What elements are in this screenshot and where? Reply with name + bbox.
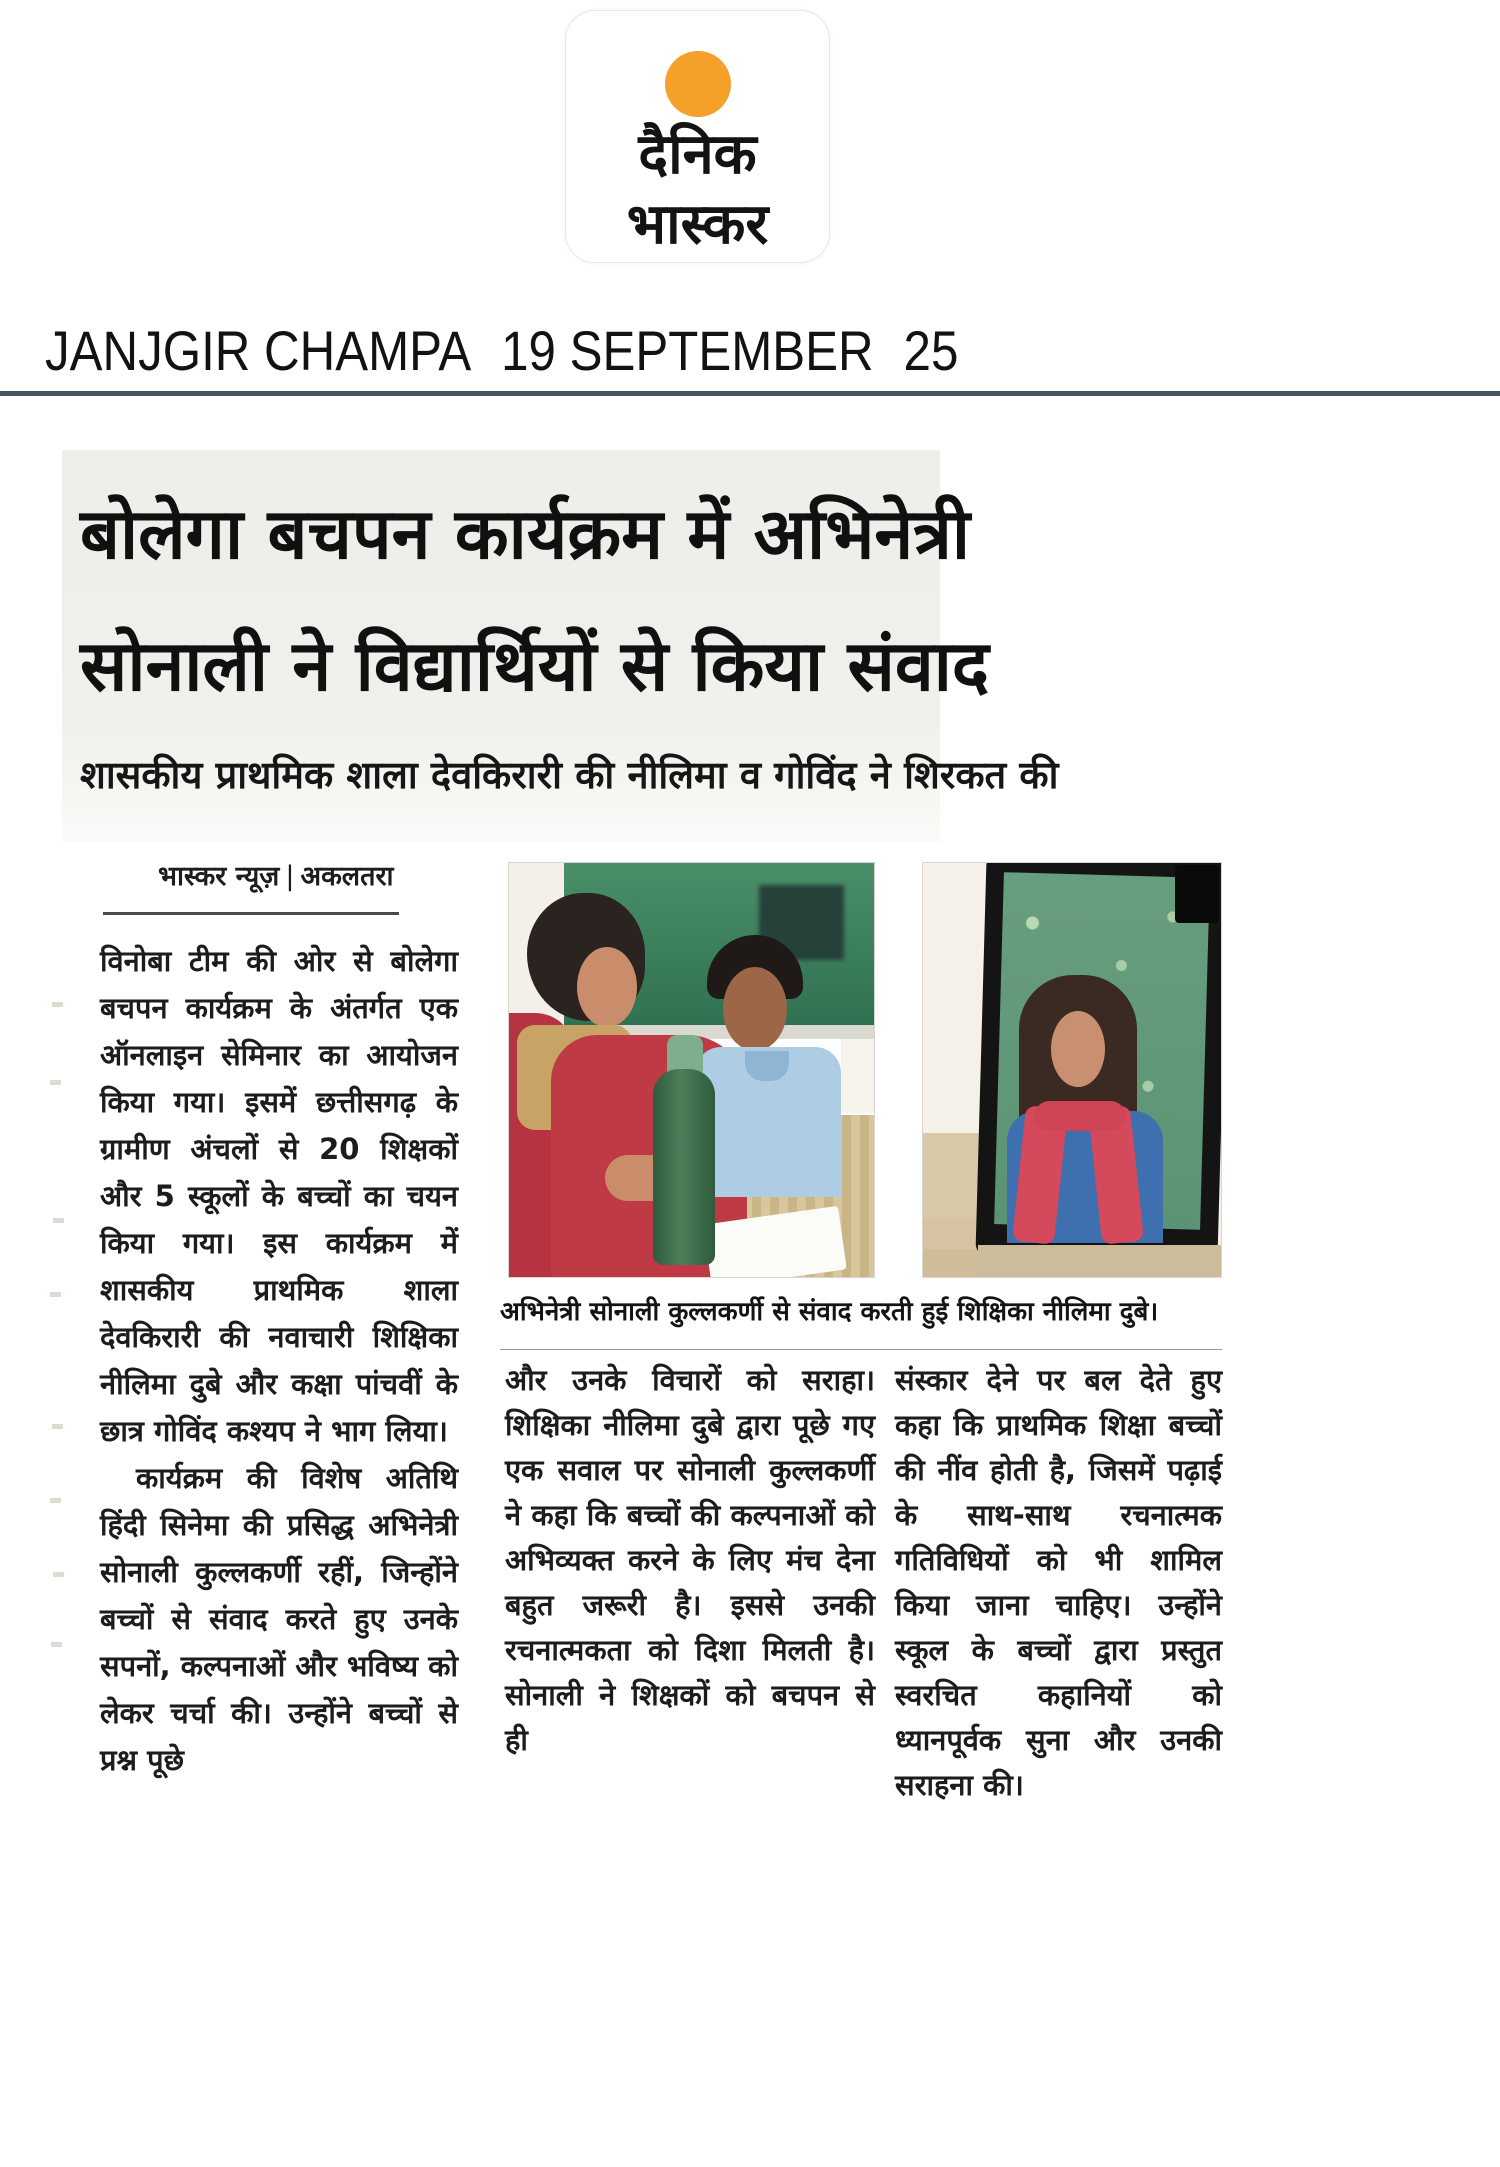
scan-artifact	[53, 1572, 64, 1577]
headline-line1: बोलेगा बचपन कार्यक्रम में अभिनेत्री	[80, 493, 971, 575]
dateline-rule	[0, 391, 1500, 396]
actress-face	[1051, 1011, 1105, 1087]
body-column-3	[895, 1358, 1222, 1808]
scan-artifact	[51, 1642, 62, 1647]
byline-separator: |	[285, 861, 295, 892]
body-column-1	[100, 938, 458, 1784]
byline	[158, 856, 394, 893]
newspaper-logo	[565, 10, 830, 263]
student-face	[723, 967, 787, 1051]
scan-artifact	[52, 1002, 63, 1007]
paragraph: विनोबा टीम की ओर से बोलेगा बचपन कार्यक्रम के अंतर्गत एक ऑनलाइन सेमिनार का आयोजन किया गया। इसमें छत्तीसगढ़ के ग्रामीण अंचलों से 20 शिक्षकों और 5 स्कूलों के बच्चों का चयन किया गया। इस कार्यक्रम में शासकीय प्राथमिक शाला देवकिरारी की नवाचारी शिक्षिका नीलिमा दुबे और कक्षा पांचवीं के छात्र गोविंद कश्यप ने भाग लिया।	[100, 944, 458, 1448]
byline-source: भास्कर न्यूज़	[158, 861, 280, 892]
article-headline	[80, 468, 989, 732]
caption-rule	[500, 1349, 1222, 1350]
paragraph: कार्यक्रम की विशेष अतिथि हिंदी सिनेमा की प्रसिद्ध अभिनेत्री सोनाली कुल्लकर्णी रहीं, जिन्होंने बच्चों से संवाद करते हुए उनके सपनों, कल्पनाओं और भविष्य को लेकर चर्चा की। उन्होंने बच्चों से प्रश्न पूछे	[100, 1461, 458, 1777]
headline-line2: सोनाली ने विद्यार्थियों से किया संवाद	[80, 625, 990, 707]
teacher-face	[577, 947, 637, 1027]
byline-place: अकलतरा	[300, 861, 394, 892]
screen-corner-logo	[1175, 865, 1219, 923]
photo-teacher-and-student	[508, 862, 875, 1278]
scan-artifact	[50, 1292, 61, 1297]
dateline	[45, 318, 958, 383]
scan-artifact	[52, 1424, 63, 1429]
paragraph: और उनके विचारों को सराहा। शिक्षिका नीलिमा दुबे द्वारा पूछे गए एक सवाल पर सोनाली कुल्लकर्णी ने कहा कि बच्चों की कल्पनाओं को अभिव्यक्त करने के लिए मंच देना बहुत जरूरी है। इससे उनकी रचनात्मकता को दिशा मिलती है। सोनाली ने शिक्षकों को बचपन से ही	[505, 1363, 875, 1757]
logo-text-line1: दैनिक	[638, 122, 757, 187]
scan-artifact	[50, 1080, 61, 1085]
byline-rule	[103, 912, 399, 915]
actress-red-dupatta	[1035, 1101, 1125, 1131]
green-water-bottle	[653, 1069, 715, 1265]
student-collar	[745, 1051, 789, 1081]
body-column-2	[505, 1358, 875, 1763]
scan-artifact	[50, 1498, 61, 1503]
dateline-year: 25	[903, 319, 959, 382]
logo-text-line2: भास्कर	[626, 192, 769, 257]
dateline-location: JANJGIR CHAMPA	[45, 319, 472, 382]
photo-actress-on-phone-screen	[922, 862, 1222, 1278]
photo-caption: अभिनेत्री सोनाली कुल्लकर्णी से संवाद करती हुई शिक्षिका नीलिमा दुबे।	[500, 1297, 1159, 1327]
table-edge	[978, 1245, 1222, 1278]
scan-artifact	[53, 1218, 64, 1223]
article-subheadline: शासकीय प्राथमिक शाला देवकिरारी की नीलिमा व गोविंद ने शिरकत की	[80, 753, 1059, 797]
dateline-date: 19 SEPTEMBER	[501, 319, 874, 382]
logo-sun-icon	[665, 51, 731, 117]
paragraph: संस्कार देने पर बल देते हुए कहा कि प्राथमिक शिक्षा बच्चों की नींव होती है, जिसमें पढ़ाई के साथ-साथ रचनात्मक गतिविधियों को भी शामिल किया जाना चाहिए। उन्होंने स्कूल के बच्चों द्वारा प्रस्तुत स्वरचित कहानियों को ध्यानपूर्वक सुना और उनकी सराहना की।	[895, 1363, 1222, 1802]
